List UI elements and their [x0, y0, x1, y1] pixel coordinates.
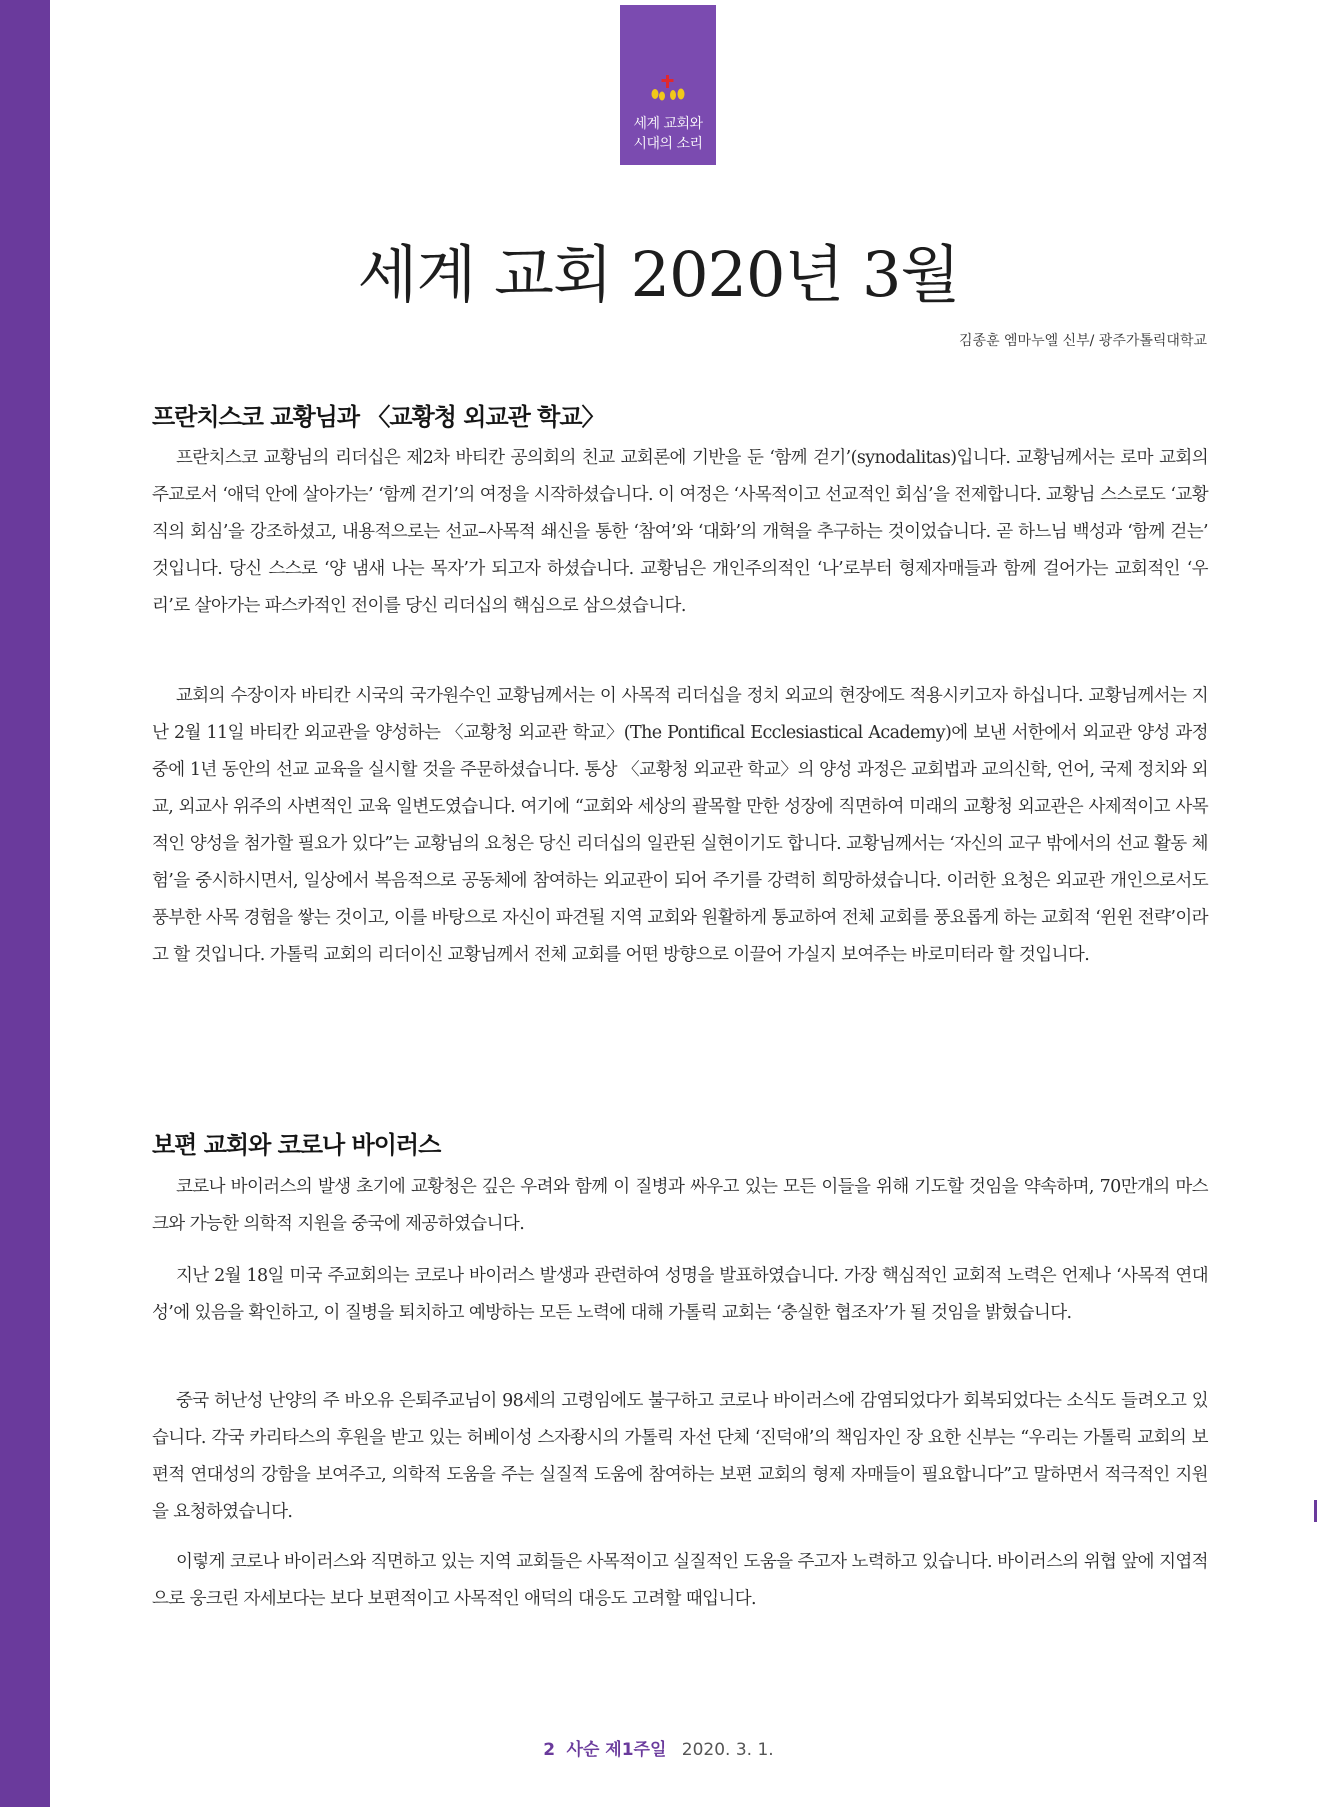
author-byline: 김종훈 엠마누엘 신부/ 광주가톨릭대학교 [959, 333, 1207, 349]
badge-text-line1: 세계 교회와 [633, 116, 703, 132]
paragraph-4: 지난 2월 18일 미국 주교회의는 코로나 바이러스 발생과 관련하여 성명을 발표하였습니다. 가장 핵심적인 교회적 노력은 언제나 ‘사목적 연대성’에 있음을 확인하고, 이 질병을 퇴치하고 예방하는 모든 노력에 대해 가톨릭 교회는 ‘충실한 협조자’가 될 것임을 밝혔습니다. [152, 1266, 1208, 1323]
page-title: 세계 교회 2020년 3월 [357, 238, 960, 311]
page-number: 2 [543, 1740, 556, 1760]
section-heading-corona: 보편 교회와 코로나 바이러스 [152, 1131, 441, 1159]
section-heading-pope-academy: 프란치스코 교황님과 〈교황청 외교관 학교〉 [152, 403, 605, 431]
badge-text-line2: 시대의 소리 [633, 136, 703, 152]
series-badge [620, 5, 716, 165]
issue-date: 2020. 3. 1. [681, 1740, 774, 1760]
paragraph-6: 이렇게 코로나 바이러스와 직면하고 있는 지역 교회들은 사목적이고 실질적인 도움을 주고자 노력하고 있습니다. 바이러스의 위협 앞에 지엽적으로 웅크린 자세보다는 보다 보편적이고 사목적인 애덕의 대응도 고려할 때입니다. [152, 1552, 1208, 1609]
paragraph-1: 프란치스코 교황님의 리더십은 제2차 바티칸 공의회의 친교 교회론에 기반을 둔 ‘함께 걷기’(synodalitas)입니다. 교황님께서는 로마 교회의 주교로서 ‘애덕 안에 살아가는’ ‘함께 걷기’의 여정을 시작하셨습니다. 이 여정은 ‘사목적이고 선교적인 회심’을 전제합니다. 교황님 스스로도 ‘교황직의 회심’을 강조하셨고, 내용적으로는 선교–사목적 쇄신을 통한 ‘참여’와 ‘대화’의 개혁을 추구하는 것이었습니다. 곧 하느님 백성과 ‘함께 걷는’ 것입니다. 당신 스스로 ‘양 냄새 나는 목자’가 되고자 하셨습니다. 교황님은 개인주의적인 ‘나’로부터 형제자매들과 함께 걸어가는 교회적인 ‘우리’로 살아가는 파스카적인 전이를 당신 리더십의 핵심으로 삼으셨습니다. [152, 448, 1208, 616]
liturgical-issue: 사순 제1주일 [566, 1740, 667, 1760]
church-logo-icon [646, 75, 690, 105]
page-footer [0, 1735, 1317, 1760]
paragraph-5: 중국 허난성 난양의 주 바오유 은퇴주교님이 98세의 고령임에도 불구하고 코로나 바이러스에 감염되었다가 회복되었다는 소식도 들려오고 있습니다. 각국 카리타스의 후원을 받고 있는 허베이성 스자좡시의 가톨릭 자선 단체 ‘진덕애’의 책임자인 장 요한 신부는 “우리는 가톨릭 교회의 보편적 연대성의 강함을 보여주고, 의학적 도움을 주는 실질적 도움에 참여하는 보편 교회의 형제 자매들이 필요합니다”고 말하면서 적극적인 지원을 요청하였습니다. [152, 1391, 1208, 1522]
paragraph-2: 교회의 수장이자 바티칸 시국의 국가원수인 교황님께서는 이 사목적 리더십을 정치 외교의 현장에도 적용시키고자 하십니다. 교황님께서는 지난 2월 11일 바티칸 외교관을 양성하는 〈교황청 외교관 학교〉(The Pontifical Ecclesiastical Academy)에 보낸 서한에서 외교관 양성 과정 중에 1년 동안의 선교 교육을 실시할 것을 주문하셨습니다. 통상 〈교황청 외교관 학교〉의 양성 과정은 교회법과 교의신학, 언어, 국제 정치와 외교, 외교사 위주의 사변적인 교육 일변도였습니다. 여기에 “교회와 세상의 괄목할 만한 성장에 직면하여 미래의 교황청 외교관은 사제적이고 사목적인 양성을 첨가할 필요가 있다”는 교황님의 요청은 당신 리더십의 일관된 실현이기도 합니다. 교황님께서는 ‘자신의 교구 밖에서의 선교 활동 체험’을 중시하시면서, 일상에서 복음적으로 공동체에 참여하는 외교관이 되어 주기를 강력히 희망하셨습니다. 이러한 요청은 외교관 개인으로서도 풍부한 사목 경험을 쌓는 것이고, 이를 바탕으로 자신이 파견될 지역 교회와 원활하게 통교하여 전체 교회를 풍요롭게 하는 교회적 ‘윈윈 전략’이라고 할 것입니다. 가톨릭 교회의 리더이신 교황님께서 전체 교회를 어떤 방향으로 이끌어 가실지 보여주는 바로미터라 할 것입니다. [152, 686, 1208, 965]
paragraph-3: 코로나 바이러스의 발생 초기에 교황청은 깊은 우려와 함께 이 질병과 싸우고 있는 모든 이들을 위해 기도할 것임을 약속하며, 70만개의 마스크와 가능한 의학적 지원을 중국에 제공하였습니다. [152, 1177, 1208, 1234]
